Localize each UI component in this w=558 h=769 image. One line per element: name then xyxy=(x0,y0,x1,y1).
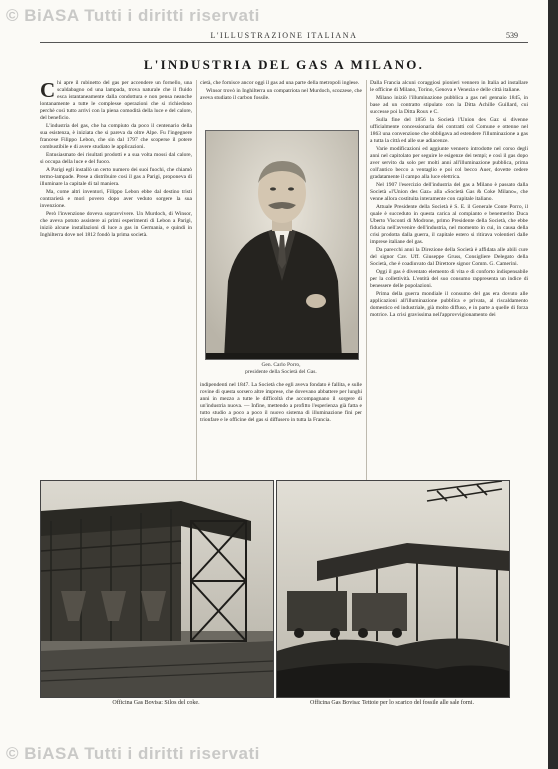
portrait-caption-name: Gen. Carlo Porro, xyxy=(261,362,301,368)
article-column-3 xyxy=(370,80,528,480)
column-divider xyxy=(196,80,197,480)
drop-cap: C xyxy=(40,80,56,102)
portrait-illustration xyxy=(206,131,358,359)
paragraph: Oggi il gas è diventato elemento di vita e di conforto indispensabile per la collettività. L'entità del suo consumo rappresenta un indice di benessere delle popolazioni. xyxy=(370,269,528,289)
paragraph: A Parigi egli installò un certo numero dei suoi fuochi, che chiamò termo-lampade. Prese a distribuire così il gas a Parigi, proponeva di illuminare la capitale di tal maniera. xyxy=(40,167,192,187)
scan-edge xyxy=(548,0,558,769)
paragraph: Però l'invenzione doveva sopravvivere. Un Murdoch, di Winsor, che aveva potuto assistere ai primi esperimenti di Lebon a Parigi, iniziò alcune installazioni di luce a gas in Germania, e quindi in Inghilterra dove nel 1812 fondò la prima società. xyxy=(40,211,192,238)
paragraph: Winsor trovò in Inghilterra un compatriota nel Murdoch, scozzese, che aveva studiato il carbon fossile. xyxy=(200,88,362,101)
paragraph: Milano iniziò l'illuminazione pubblica a gas nel gennaio 1845, in base ad un contratto stipulato con la Ditta Achille Guillard, cui successe poi la Ditta Roux e C. xyxy=(370,95,528,115)
paragraph: Entusiasmato dei risultati prodotti e a sua volta mossi dal calore, si occupa della luce e del fuoco. xyxy=(40,152,192,165)
header-rule xyxy=(40,42,528,43)
portrait-caption-role: presidente della Società del Gas. xyxy=(245,369,317,375)
watermark-bottom: © BiASA Tutti i diritti riservati xyxy=(6,744,260,763)
paragraph: Varie modificazioni ed aggiunte vennero introdotte nel corso degli anni nel capitolato per seguire le esigenze dei tempi; e così il gas dopo aver servito da solo per molti anni all'illuminazione pubblica, prima coll'antico becco a ventaglio e poi col becco Auer, dovette cedere gradatamente il campo alla luce elettrica. xyxy=(370,146,528,180)
paragraph: Chi apre il rubinetto del gas per accendere un fornello, una scaldabagno od una lampada, trova naturale che il fluido esca istantaneamente dalla condottura e non pensa neanche lontanamente a tutte le complesse operazioni che si richiedono perchè così tutto arrivi con la piena comodità della luce e del calore, del beneficio. xyxy=(40,80,192,121)
paragraph: Da parecchi anni la Direzione della Società è affidata alle abili cure del signor Cav. Uff. Giuseppe Gruss, Consigliere Delegato della Società, che è coadiuvato dal Direttore signor Comm. G. Camerini. xyxy=(370,247,528,267)
article-column-2-top xyxy=(200,80,362,124)
paragraph: Sulla fine del 1856 la Società l'Union des Gaz si divenne ufficialmente concessionaria dei contratti col Comune e ottenne nel 1863 una convenzione che obbligava ad estendere l'illuminazione a gas a tutta la città ed alle sue adiacenze. xyxy=(370,117,528,144)
coke-silos-illustration xyxy=(41,481,273,697)
running-title: L'ILLUSTRAZIONE ITALIANA xyxy=(210,31,358,40)
portrait-caption xyxy=(200,362,362,376)
paragraph: Dalla Francia alcuni coraggiosi pionieri vennero in Italia ad installare le officine di Milano, Torino, Genova e Venezia e delle città italiane. xyxy=(370,80,528,93)
paragraph: L'industria del gas, che ha compiuto da poco il centenario della sua esistenza, è iniziata che si pareva da oltre Alpe. Fu l'ingegnere francese Filippo Lebon, che sin dal 1797 che scoperse il potere combustibile e di avere studiato le applicazioni. xyxy=(40,123,192,150)
page-number: 539 xyxy=(506,31,518,40)
paragraph: Nel 1907 l'esercizio dell'industria del gas a Milano è passato dalla Società «l'Union des Gaz» alla «Società Gas & Coke Milano», che venne allora costituita interamente con capitale italiano. xyxy=(370,182,528,202)
article-column-2-bottom xyxy=(200,382,362,480)
paragraph: indipendenti nel 1847. La Società che egli aveva fondato è fallita, e sulle rovine di questa sorsero altre imprese, che dovevano abbattere per lunghi anni in mezzo a tutte le difficoltà che accompagnano il sorgere di un'industria nuova. — Infine, mettendo a profitto l'esperienza già fatta e tutto studio a poco a poco il nuovo sistema di illuminazione fini per trionfare e le officine del gas si diffusero in tutta la Francia. xyxy=(200,382,362,423)
paragraph: Attuale Presidente della Società è S. E. il Generale Conte Porro, il quale è succeduto in questa carica al compianto e benemerito Duca Uberto Visconti di Modrone, primo Presidente della Società, che ebbe fiducia nell'avvenire dell'industria, nel momento in cui, in causa della crisi prodotta dalla guerra, il capitale estero si ritirava volentieri dalle imprese italiane del gas. xyxy=(370,204,528,245)
paragraph: cietà, che fornisce ancor oggi il gas ad una parte della metropoli inglese. xyxy=(200,80,360,86)
portrait-photo xyxy=(205,130,359,360)
photo-right-caption: Officina Gas Bovisa: Tettoie per lo scarico del fossile alle sale forni. xyxy=(310,700,474,706)
photo-coke-silos xyxy=(40,480,274,698)
article-column-1 xyxy=(40,80,192,480)
paragraph: Prima della guerra mondiale il consumo del gas era dovuto alle applicazioni all'illuminazione pubblica e privata, al riscaldamento domestico ed industriale, già molto diffuso, e in parte a quelle di forza motrice. La crisi gravissima nell'approvvigionamento dei xyxy=(370,291,528,318)
photo-left-caption: Officina Gas Bovisa: Silos del coke. xyxy=(112,700,200,706)
photo-coal-sheds xyxy=(276,480,510,698)
article-title: L'INDUSTRIA DEL GAS A MILANO. xyxy=(143,57,425,72)
paragraph: Ma, come altri inventori, Filippo Lebon ebbe dal destino tristi contrarietà e morì povero dopo aver veduto sorgere la sua invenzione. xyxy=(40,189,192,209)
watermark-top: © BiASA Tutti i diritti riservati xyxy=(6,6,260,25)
column-divider xyxy=(366,80,367,480)
coal-sheds-illustration xyxy=(277,481,509,697)
